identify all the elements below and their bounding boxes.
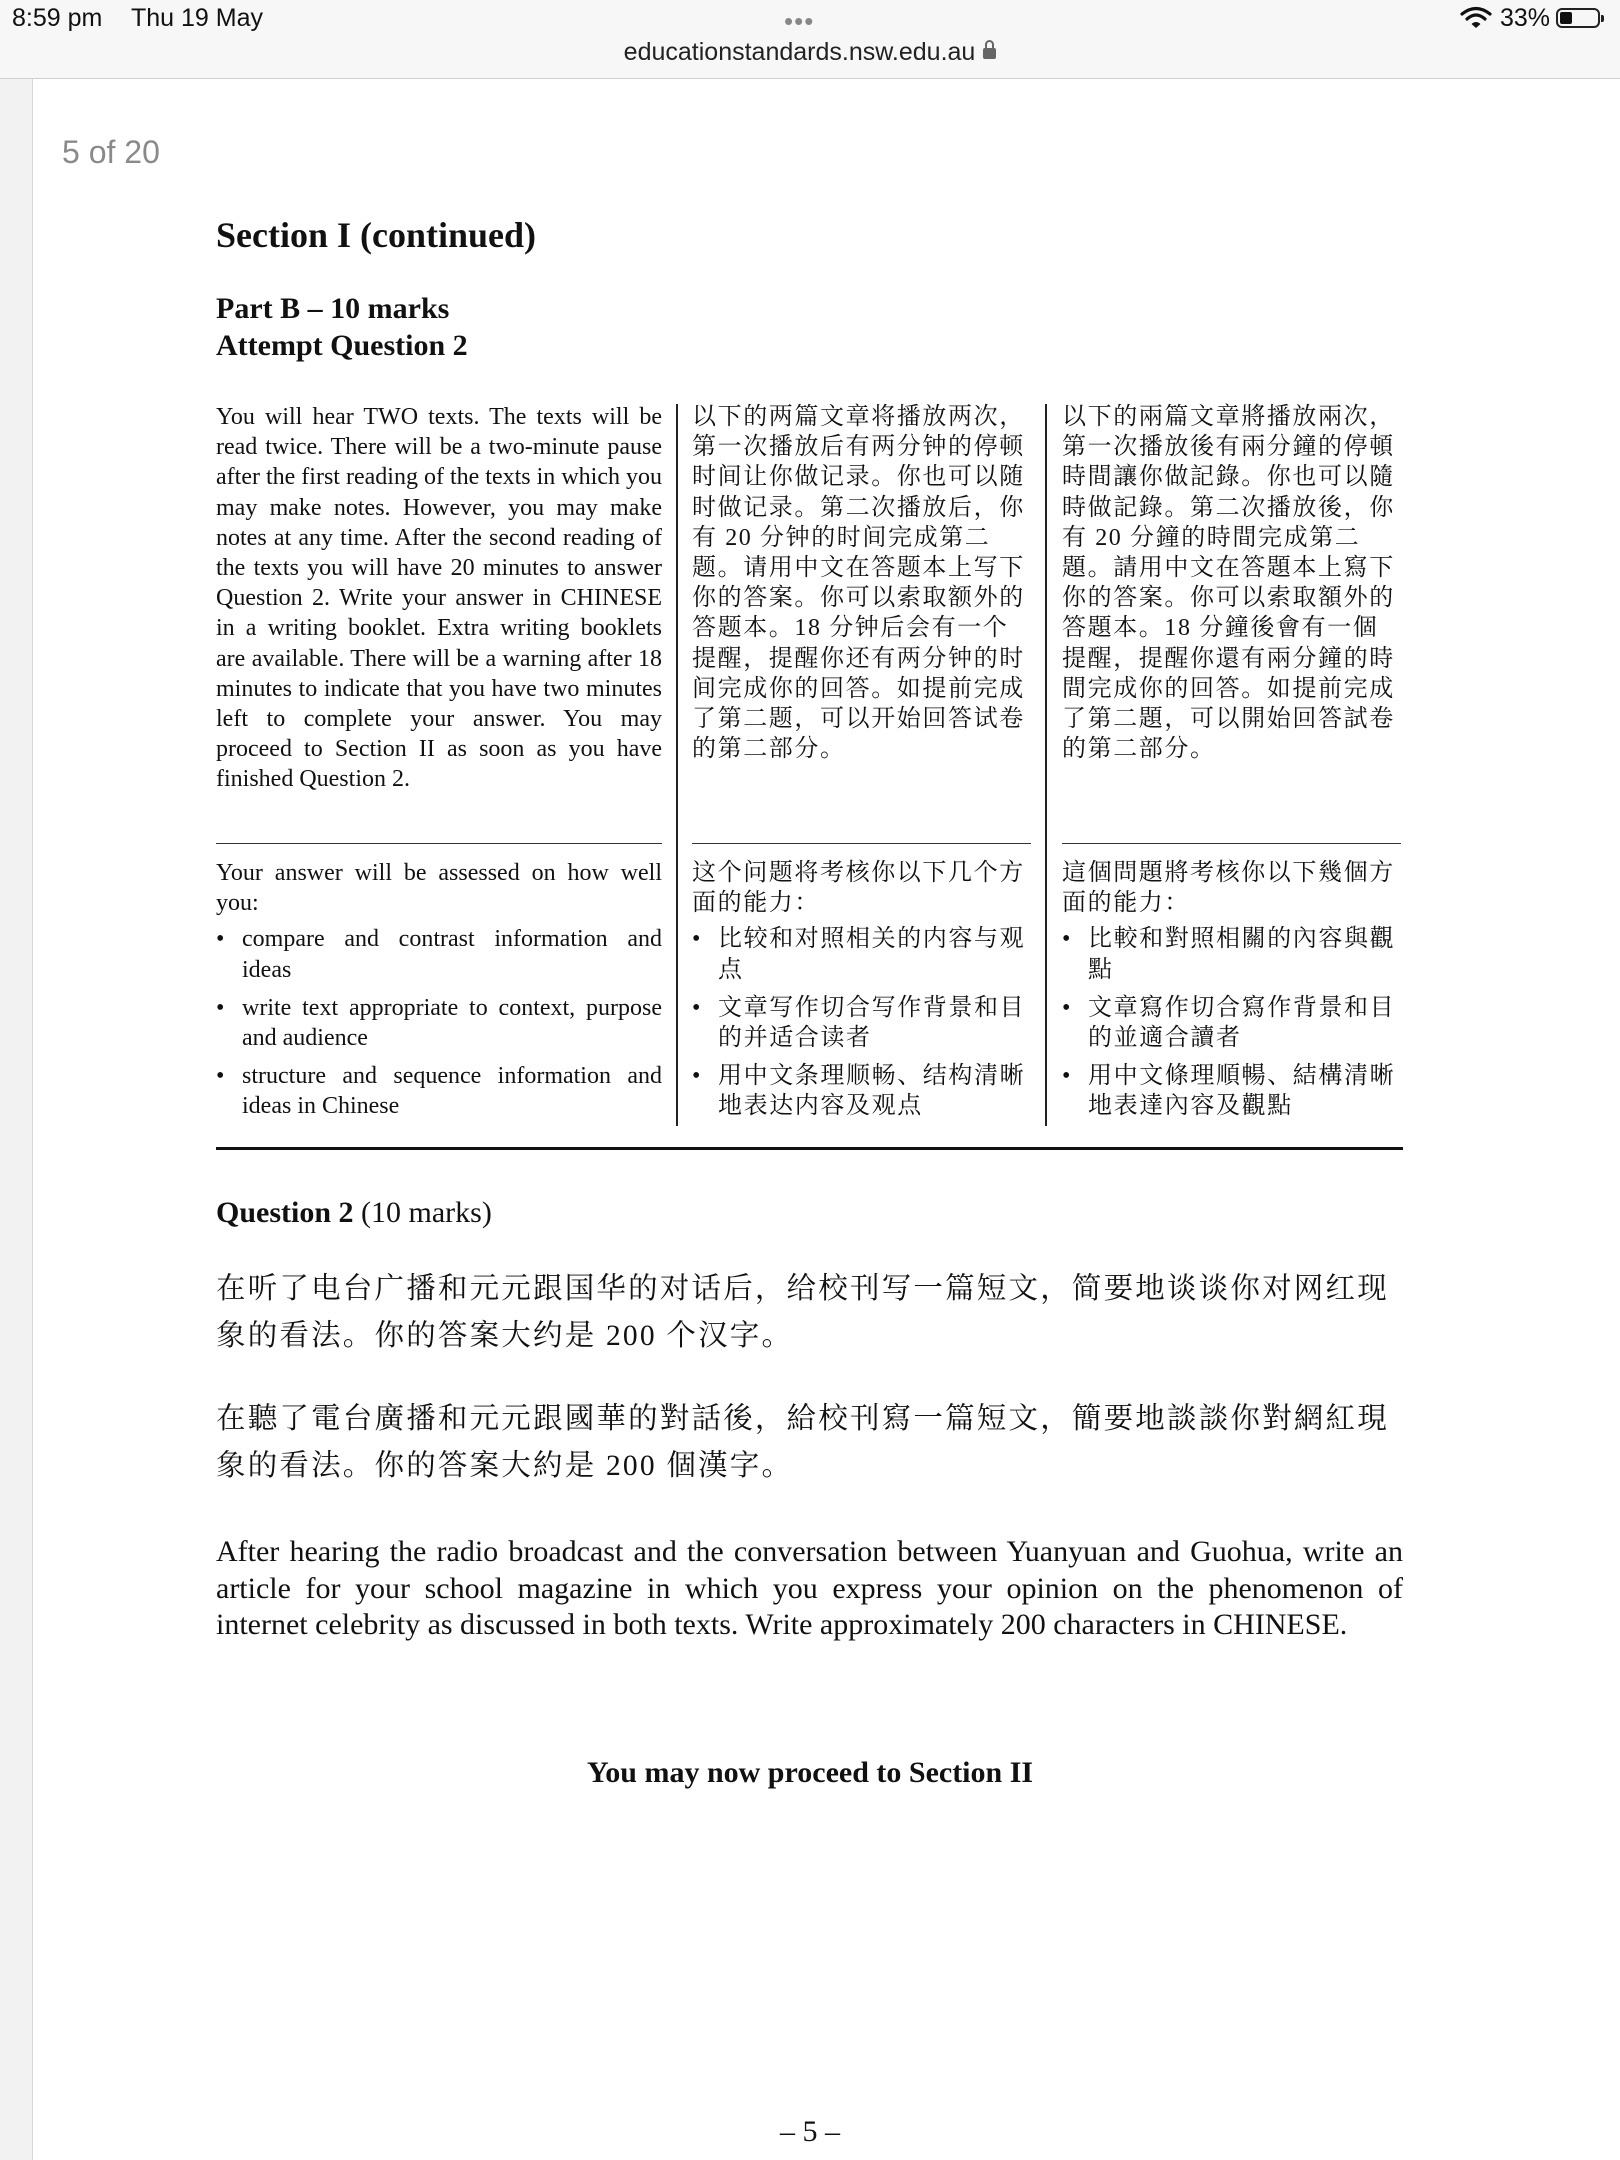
status-date: Thu 19 May bbox=[131, 4, 264, 32]
status-time: 8:59 pm bbox=[12, 4, 103, 32]
criteria-item: • 用中文条理顺畅、结构清晰地表达内容及观点 bbox=[692, 1061, 1032, 1121]
criteria-list bbox=[1062, 924, 1402, 1121]
criteria-item: • 文章写作切合写作背景和目的并适合读者 bbox=[692, 993, 1032, 1053]
page-indicator: 5 of 20 bbox=[62, 134, 160, 170]
status-bar bbox=[0, 0, 1620, 79]
row-divider bbox=[1062, 843, 1401, 844]
criteria-english bbox=[216, 858, 662, 1130]
wifi-icon bbox=[1460, 6, 1492, 30]
question-simplified: 在听了电台广播和元元跟国华的对话后，给校刊写一篇短文，简要地谈谈你对网红现象的看法。你的答案大约是 200 个汉字。 bbox=[216, 1273, 1389, 1352]
criteria-intro: 這個問題將考核你以下幾個方面的能力： bbox=[1062, 860, 1395, 917]
criteria-item: • 文章寫作切合寫作背景和目的並適合讀者 bbox=[1062, 993, 1402, 1053]
more-dots-icon[interactable]: ••• bbox=[784, 6, 815, 36]
criteria-list bbox=[692, 924, 1032, 1121]
address-bar[interactable] bbox=[0, 38, 1620, 67]
criteria-list bbox=[216, 924, 662, 1121]
page-footer: – 5 – bbox=[780, 2115, 840, 2148]
criteria-item: • 比較和對照相關的內容與觀點 bbox=[1062, 924, 1402, 984]
question-heading bbox=[216, 1196, 492, 1230]
column-divider bbox=[1045, 404, 1047, 1126]
criteria-traditional bbox=[1062, 858, 1402, 1130]
section-divider bbox=[216, 1147, 1403, 1150]
attempt-line: Attempt Question 2 bbox=[216, 329, 468, 362]
instructions-simplified: 以下的两篇文章将播放两次，第一次播放后有两分钟的停顿时间让你做记录。你也可以随时做记录。第二次播放后，你有 20 分钟的时间完成第二题。请用中文在答题本上写下你的答案。你可以索取额外的答题本。18 分钟后会有一个提醒，提醒你还有两分钟的时间完成你的回答。如提前完成了第二题，可以开始回答试卷的第二部分。 bbox=[692, 404, 1025, 763]
row-divider bbox=[692, 843, 1031, 844]
lock-icon bbox=[983, 48, 996, 59]
column-divider bbox=[676, 404, 678, 1126]
criteria-intro: 这个问题将考核你以下几个方面的能力： bbox=[692, 860, 1025, 917]
criteria-intro: Your answer will be assessed on how well you: bbox=[216, 860, 662, 917]
section-title: Section I (continued) bbox=[216, 215, 537, 255]
row-divider bbox=[216, 843, 662, 844]
question-marks: (10 marks) bbox=[361, 1196, 492, 1229]
criteria-item: • compare and contrast information and ideas bbox=[216, 924, 662, 984]
part-title: Part B – 10 marks bbox=[216, 292, 450, 325]
criteria-simplified bbox=[692, 858, 1032, 1130]
question-traditional: 在聽了電台廣播和元元跟國華的對話後，給校刊寫一篇短文，簡要地談談你對網紅現象的看法。你的答案大約是 200 個漢字。 bbox=[216, 1403, 1389, 1482]
question-english: After hearing the radio broadcast and the conversation between Yuanyuan and Guohua, write an article for your school magazine in which you express your opinion on the phenomenon of internet celebrity as discussed in both texts. Write approximately 200 characters in CHINESE. bbox=[216, 1535, 1403, 1641]
criteria-item: • structure and sequence information and ideas in Chinese bbox=[216, 1061, 662, 1121]
instructions-english: You will hear TWO texts. The texts will be read twice. There will be a two-minute pause after the first reading of the texts in which you may make notes. However, you may make notes at any time. After the second reading of the texts you will have 20 minutes to answer Question 2. Write your answer in CHINESE in a writing booklet. Extra writing booklets are available. There will be a warning after 18 minutes to indicate that you have two minutes left to complete your answer. You may proceed to Section II as soon as you have finished Question 2. bbox=[216, 404, 662, 793]
battery-percentage: 33% bbox=[1500, 4, 1551, 32]
url-text: educationstandards.nsw.edu.au bbox=[623, 38, 976, 66]
criteria-item: • 用中文條理順暢、結構清晰地表達內容及觀點 bbox=[1062, 1061, 1402, 1121]
criteria-item: • 比较和对照相关的内容与观点 bbox=[692, 924, 1032, 984]
question-label: Question 2 bbox=[216, 1196, 354, 1229]
part-heading bbox=[216, 290, 468, 364]
proceed-note: You may now proceed to Section II bbox=[586, 1756, 1034, 1789]
battery-fill bbox=[1560, 12, 1572, 24]
criteria-item: • write text appropriate to context, purpose and audience bbox=[216, 993, 662, 1053]
instructions-traditional: 以下的兩篇文章將播放兩次，第一次播放後有兩分鐘的停頓時間讓你做記錄。你也可以隨時做記錄。第二次播放後，你有 20 分鐘的時間完成第二題。請用中文在答題本上寫下你的答案。你可以索取額外的答題本。18 分鐘後會有一個提醒，提醒你還有兩分鐘的時間完成你的回答。如提前完成了第二題，可以開始回答試卷的第二部分。 bbox=[1062, 404, 1395, 763]
battery-icon bbox=[1556, 8, 1600, 28]
